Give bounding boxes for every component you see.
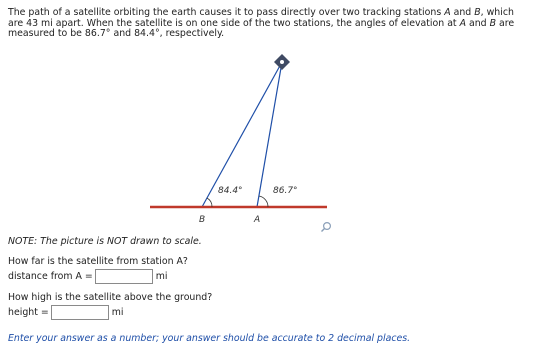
station-b-ref: B [489, 17, 497, 29]
scale-note: NOTE: The picture is NOT drawn to scale. [8, 236, 202, 247]
height-input[interactable] [51, 305, 109, 320]
distance-label: distance from A = [8, 271, 93, 282]
problem-text: are measured to be 86.7° and 84.4°, respectively. [8, 17, 515, 40]
angle-a-label: 86.7° [273, 186, 298, 196]
satellite-diamond-icon [274, 54, 290, 70]
station-a-label: A [254, 215, 261, 225]
question-2-row [8, 305, 123, 320]
station-b-ref: B [474, 7, 481, 18]
angle-arc-a [259, 196, 268, 207]
distance-unit: mi [155, 271, 168, 282]
station-a-ref: A [459, 17, 467, 29]
station-a-ref: A [444, 7, 451, 18]
height-label: height = [8, 307, 49, 318]
angle-arc-b [207, 198, 212, 207]
answer-instructions: Enter your answer as a number; your answer should be accurate to 2 decimal places. [8, 333, 411, 344]
question-1-prompt: How far is the satellite from station A? [8, 256, 188, 267]
problem-text: The path of a satellite orbiting the earth causes it to pass directly over two tracking stations [8, 7, 445, 18]
magnifier-icon[interactable] [322, 223, 331, 232]
question-2-prompt: How high is the satellite above the ground? [8, 292, 213, 303]
problem-text: , which are 43 mi apart. When the satellite is on one side of the two stations, the angles of elevation at [8, 7, 514, 29]
station-b-label: B [199, 215, 206, 225]
distance-input[interactable] [95, 269, 153, 284]
problem-text: and [450, 7, 475, 18]
problem-text: and [466, 17, 490, 29]
height-unit: mi [111, 307, 124, 318]
question-1-row [8, 269, 168, 284]
angle-b-label: 84.4° [218, 186, 243, 196]
